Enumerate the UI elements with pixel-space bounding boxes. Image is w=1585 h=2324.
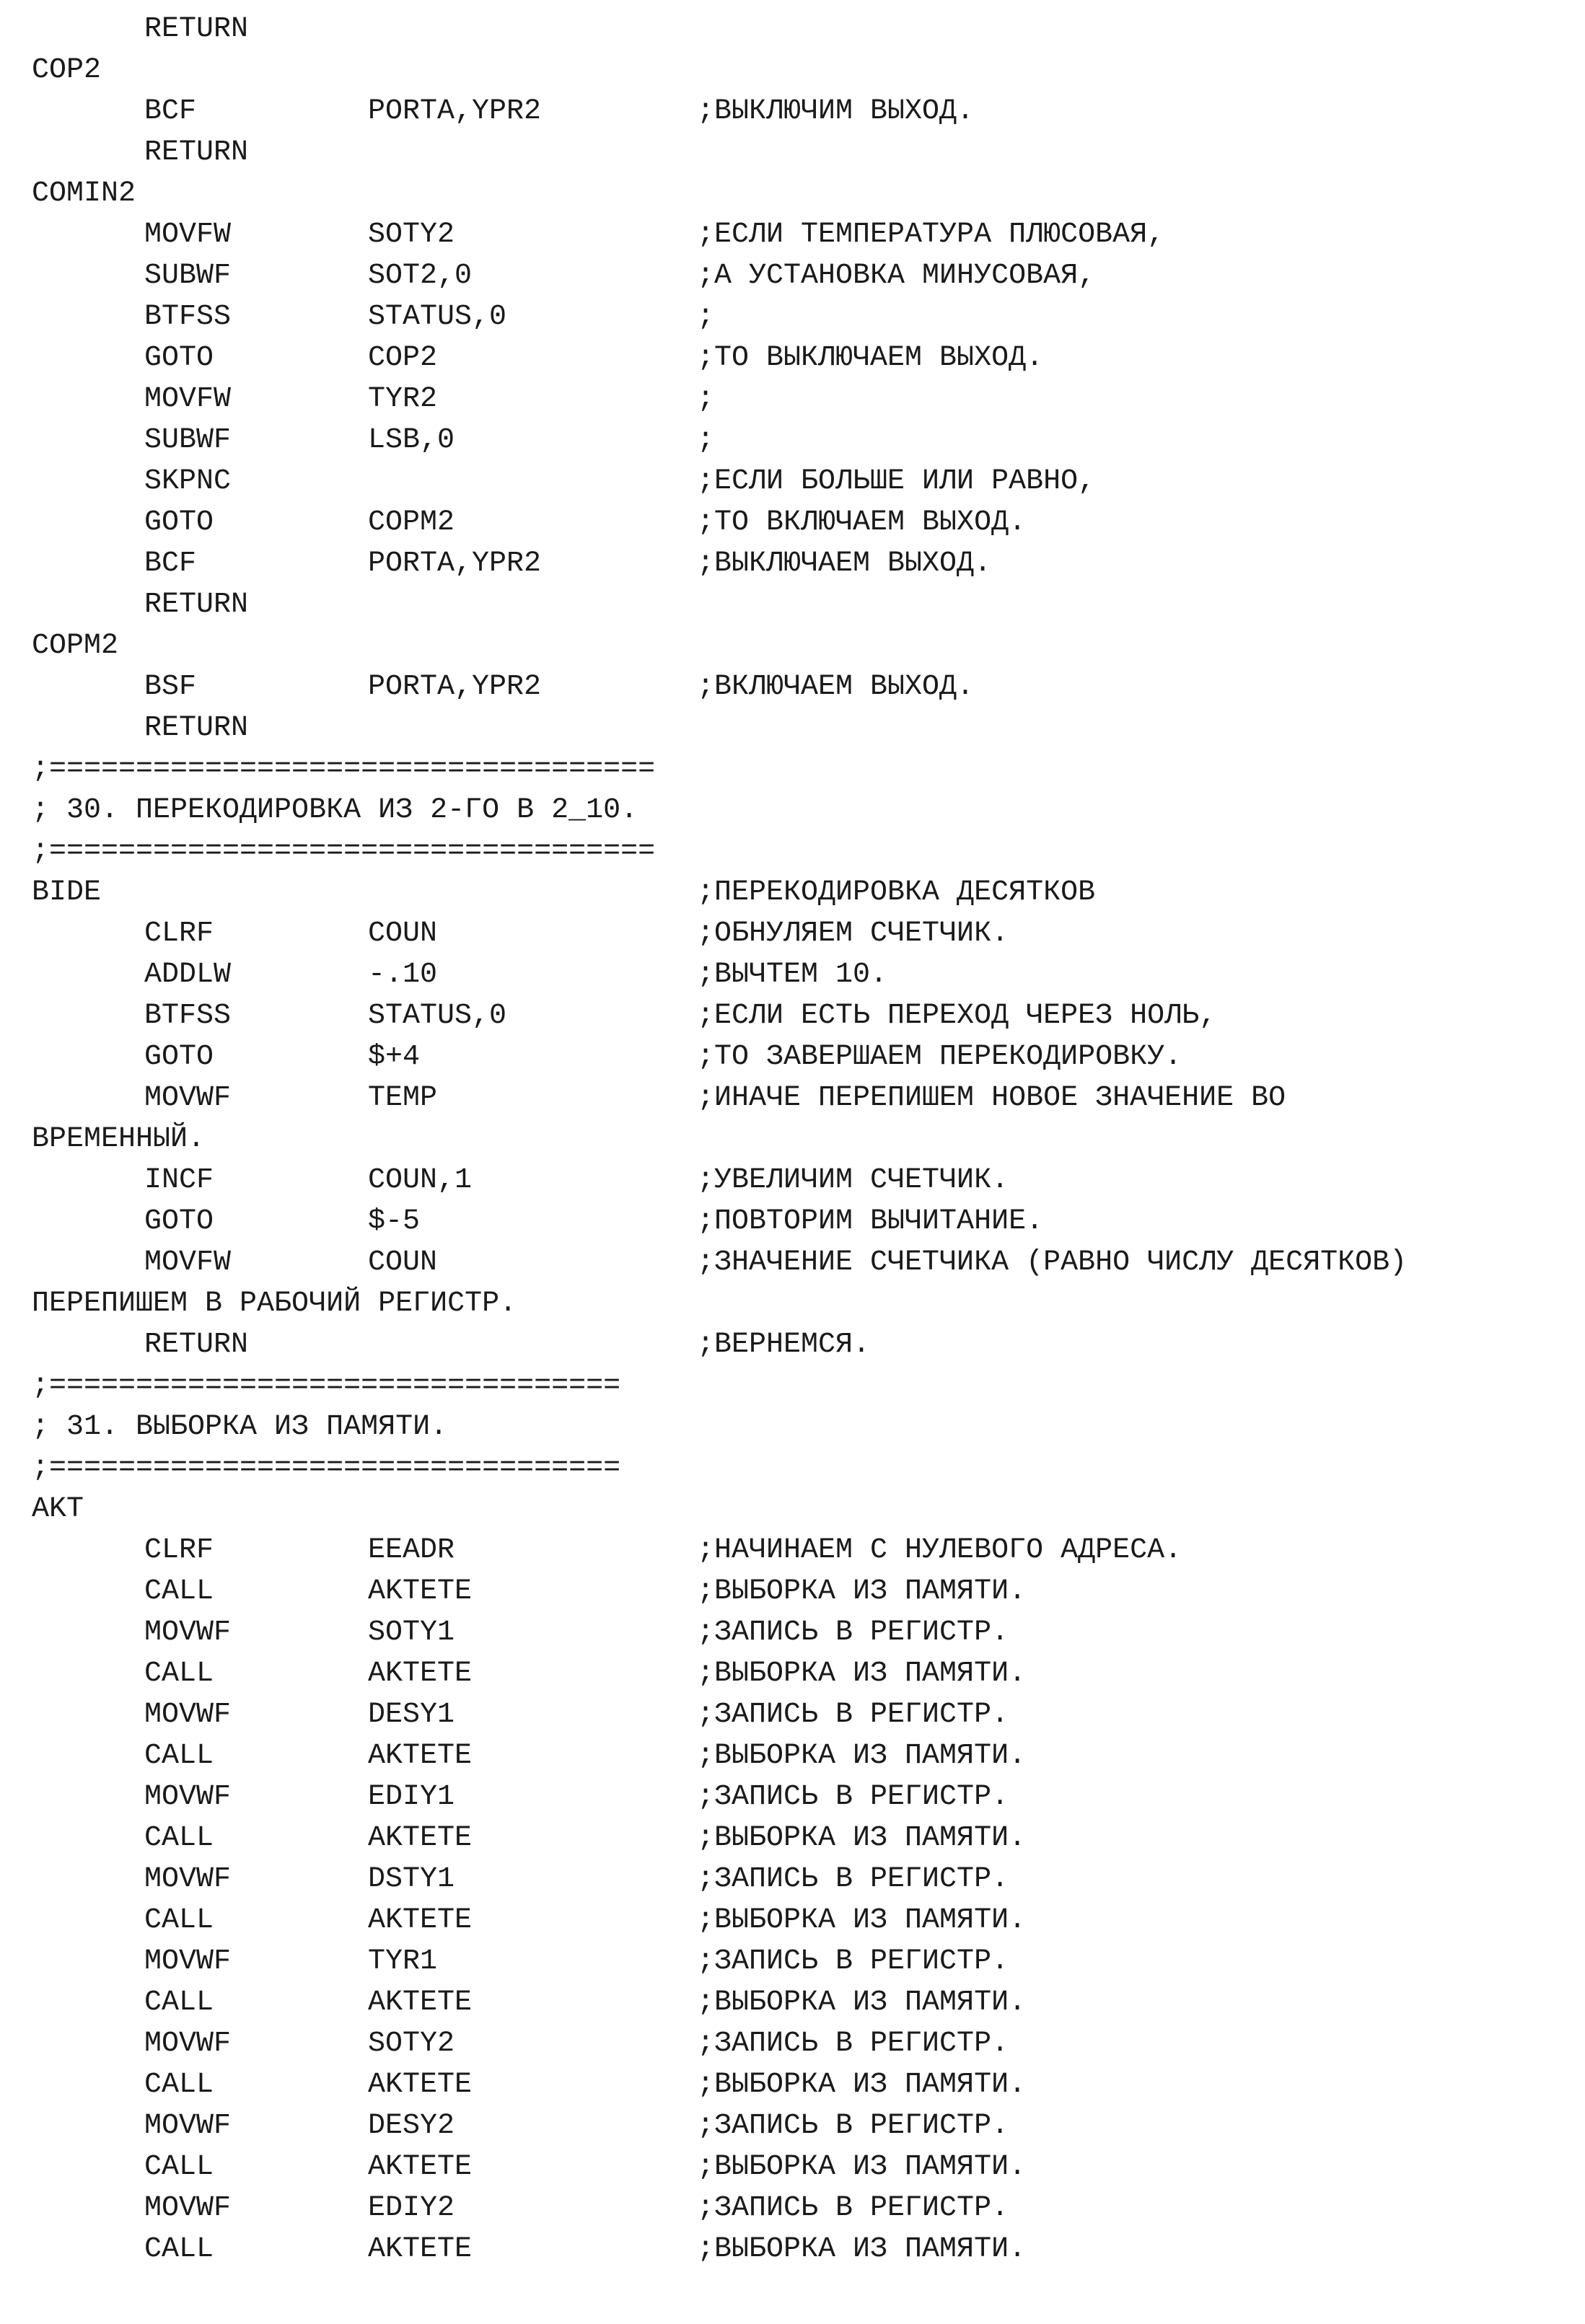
code-opcode: CALL <box>144 2233 214 2266</box>
code-opcode: MOVFW <box>144 383 232 415</box>
code-line <box>0 625 1585 666</box>
code-label: ;=================================== <box>32 753 656 785</box>
code-operand: TYR2 <box>368 383 438 415</box>
code-line <box>0 338 1585 379</box>
code-opcode: BSF <box>144 671 197 703</box>
code-line <box>0 2229 1585 2270</box>
code-line <box>0 255 1585 296</box>
code-comment: ;УВЕЛИЧИМ СЧЕТЧИК. <box>697 1164 1009 1197</box>
code-opcode: BCF <box>144 547 197 580</box>
code-operand: AKTETE <box>368 1986 473 2019</box>
code-opcode: CALL <box>144 1575 214 1608</box>
code-line <box>0 1612 1585 1653</box>
code-line <box>0 461 1585 502</box>
code-opcode: ADDLW <box>144 959 232 991</box>
code-line <box>0 1653 1585 1694</box>
code-opcode: CALL <box>144 1822 214 1854</box>
code-comment: ;ВЫБОРКА ИЗ ПАМЯТИ. <box>697 1740 1027 1772</box>
code-opcode: GOTO <box>144 506 214 539</box>
code-line <box>0 584 1585 625</box>
code-operand: STATUS,0 <box>368 1000 507 1032</box>
code-operand: PORTA,YPR2 <box>368 547 542 580</box>
code-label: ПЕРЕПИШЕМ В РАБОЧИЙ РЕГИСТР. <box>32 1288 517 1320</box>
code-comment: ; <box>697 424 715 457</box>
code-comment: ;ЗАПИСЬ В РЕГИСТР. <box>697 1945 1009 1978</box>
code-comment: ;ВЫБОРКА ИЗ ПАМЯТИ. <box>697 1986 1027 2019</box>
code-opcode: RETURN <box>144 1329 249 1361</box>
code-line <box>0 1036 1585 1078</box>
code-line <box>0 2105 1585 2147</box>
code-label: ВРЕМЕННЫЙ. <box>32 1123 206 1156</box>
code-operand: PORTA,YPR2 <box>368 95 542 128</box>
code-line <box>0 1489 1585 1530</box>
code-comment: ;ВЫКЛЮЧАЕМ ВЫХОД. <box>697 547 992 580</box>
code-operand: LSB,0 <box>368 424 455 457</box>
code-opcode: SUBWF <box>144 260 232 292</box>
code-label: AKT <box>32 1493 84 1526</box>
code-opcode: BTFSS <box>144 1000 232 1032</box>
code-label: ;================================= <box>32 1370 621 1402</box>
code-comment: ;ЗАПИСЬ В РЕГИСТР. <box>697 1781 1009 1813</box>
code-comment: ; <box>697 383 715 415</box>
code-label: ; 30. ПЕРЕКОДИРОВКА ИЗ 2-ГО В 2_10. <box>32 794 638 827</box>
code-line <box>0 995 1585 1036</box>
code-operand: AKTETE <box>368 1575 473 1608</box>
code-operand: SOT2,0 <box>368 260 473 292</box>
code-line <box>0 9 1585 50</box>
code-opcode: RETURN <box>144 136 249 169</box>
code-opcode: GOTO <box>144 342 214 374</box>
code-comment: ;ВЫБОРКА ИЗ ПАМЯТИ. <box>697 1904 1027 1937</box>
code-opcode: BCF <box>144 95 197 128</box>
code-opcode: CALL <box>144 1904 214 1937</box>
code-line <box>0 666 1585 708</box>
code-line <box>0 1859 1585 1900</box>
code-line <box>0 50 1585 91</box>
code-operand: EEADR <box>368 1534 455 1567</box>
code-comment: ;ВЫБОРКА ИЗ ПАМЯТИ. <box>697 1822 1027 1854</box>
code-line <box>0 1283 1585 1324</box>
code-label: COMIN2 <box>32 177 136 210</box>
code-line <box>0 1119 1585 1160</box>
code-label: ; 31. ВЫБОРКА ИЗ ПАМЯТИ. <box>32 1411 448 1443</box>
code-label: COP2 <box>32 54 102 87</box>
code-label: BIDE <box>32 876 102 909</box>
code-line <box>0 2188 1585 2229</box>
code-operand: AKTETE <box>368 1904 473 1937</box>
code-comment: ;ВЫЧТЕМ 10. <box>697 959 888 991</box>
code-comment: ;ЗАПИСЬ В РЕГИСТР. <box>697 1863 1009 1896</box>
code-comment: ;А УСТАНОВКА МИНУСОВАЯ, <box>697 260 1096 292</box>
code-opcode: INCF <box>144 1164 214 1197</box>
code-operand: DSTY1 <box>368 1863 455 1896</box>
code-comment: ;ТО ЗАВЕРШАЕМ ПЕРЕКОДИРОВКУ. <box>697 1041 1182 1073</box>
code-operand: COP2 <box>368 342 438 374</box>
code-operand: DESY1 <box>368 1699 455 1731</box>
code-operand: COUN,1 <box>368 1164 473 1197</box>
code-line <box>0 1818 1585 1859</box>
code-operand: AKTETE <box>368 2069 473 2101</box>
code-operand: EDIY1 <box>368 1781 455 1813</box>
code-comment: ;ИНАЧЕ ПЕРЕПИШЕМ НОВОЕ ЗНАЧЕНИЕ ВО <box>697 1082 1286 1114</box>
code-comment: ;НАЧИНАЕМ С НУЛЕВОГО АДРЕСА. <box>697 1534 1182 1567</box>
code-opcode: MOVWF <box>144 1082 232 1114</box>
code-line <box>0 1900 1585 1941</box>
code-comment: ; <box>697 301 715 333</box>
code-line <box>0 1201 1585 1242</box>
code-line <box>0 913 1585 954</box>
code-opcode: CALL <box>144 1986 214 2019</box>
code-opcode: MOVFW <box>144 1246 232 1279</box>
code-line <box>0 420 1585 461</box>
code-opcode: MOVFW <box>144 219 232 251</box>
code-comment: ;ПОВТОРИМ ВЫЧИТАНИЕ. <box>697 1205 1044 1238</box>
code-operand: AKTETE <box>368 2233 473 2266</box>
code-line <box>0 954 1585 995</box>
code-line <box>0 1530 1585 1571</box>
code-operand: SOTY2 <box>368 219 455 251</box>
code-comment: ;ЗАПИСЬ В РЕГИСТР. <box>697 2028 1009 2060</box>
code-line <box>0 1365 1585 1407</box>
code-line <box>0 502 1585 543</box>
code-line <box>0 1735 1585 1777</box>
code-opcode: RETURN <box>144 712 249 744</box>
code-comment: ;ЕСЛИ ТЕМПЕРАТУРА ПЛЮСОВАЯ, <box>697 219 1165 251</box>
code-line <box>0 296 1585 338</box>
code-comment: ;ТО ВКЛЮЧАЕМ ВЫХОД. <box>697 506 1027 539</box>
code-opcode: GOTO <box>144 1205 214 1238</box>
code-operand: AKTETE <box>368 2151 473 2183</box>
code-operand: COUN <box>368 1246 438 1279</box>
code-line <box>0 1448 1585 1489</box>
code-comment: ;ВКЛЮЧАЕМ ВЫХОД. <box>697 671 975 703</box>
code-operand: AKTETE <box>368 1740 473 1772</box>
code-line <box>0 2023 1585 2064</box>
code-line <box>0 831 1585 872</box>
code-comment: ;ВЫБОРКА ИЗ ПАМЯТИ. <box>697 2151 1027 2183</box>
code-operand: DESY2 <box>368 2110 455 2142</box>
code-line <box>0 1941 1585 1982</box>
code-operand: STATUS,0 <box>368 301 507 333</box>
code-opcode: CALL <box>144 2151 214 2183</box>
code-operand: $+4 <box>368 1041 421 1073</box>
code-line <box>0 1777 1585 1818</box>
code-line <box>0 1571 1585 1612</box>
code-line <box>0 173 1585 214</box>
code-comment: ;ВЫБОРКА ИЗ ПАМЯТИ. <box>697 1575 1027 1608</box>
code-opcode: MOVWF <box>144 2028 232 2060</box>
code-opcode: SKPNC <box>144 465 232 498</box>
code-opcode: RETURN <box>144 589 249 621</box>
code-operand: PORTA,YPR2 <box>368 671 542 703</box>
code-line <box>0 749 1585 790</box>
code-opcode: GOTO <box>144 1041 214 1073</box>
code-opcode: RETURN <box>144 13 249 45</box>
code-comment: ;ЗАПИСЬ В РЕГИСТР. <box>697 2192 1009 2224</box>
code-line <box>0 790 1585 831</box>
code-label: ;=================================== <box>32 835 656 868</box>
code-opcode: SUBWF <box>144 424 232 457</box>
code-opcode: BTFSS <box>144 301 232 333</box>
code-operand: -.10 <box>368 959 438 991</box>
code-operand: COPM2 <box>368 506 455 539</box>
code-opcode: MOVWF <box>144 2110 232 2142</box>
code-comment: ;ВЫБОРКА ИЗ ПАМЯТИ. <box>697 2069 1027 2101</box>
code-line <box>0 2147 1585 2188</box>
code-opcode: MOVWF <box>144 1781 232 1813</box>
code-label: ;================================= <box>32 1452 621 1484</box>
code-comment: ;ЗНАЧЕНИЕ СЧЕТЧИКА (РАВНО ЧИСЛУ ДЕСЯТКОВ) <box>697 1246 1408 1279</box>
code-opcode: CALL <box>144 1658 214 1690</box>
code-opcode: MOVWF <box>144 1616 232 1649</box>
code-comment: ;ЕСЛИ БОЛЬШЕ ИЛИ РАВНО, <box>697 465 1096 498</box>
code-comment: ;ТО ВЫКЛЮЧАЕМ ВЫХОД. <box>697 342 1044 374</box>
code-operand: COUN <box>368 917 438 950</box>
code-comment: ;ЗАПИСЬ В РЕГИСТР. <box>697 1616 1009 1649</box>
code-operand: AKTETE <box>368 1658 473 1690</box>
code-line <box>0 1694 1585 1735</box>
code-line <box>0 214 1585 255</box>
code-comment: ;ЕСЛИ ЕСТЬ ПЕРЕХОД ЧЕРЕЗ НОЛЬ, <box>697 1000 1217 1032</box>
code-operand: SOTY2 <box>368 2028 455 2060</box>
code-opcode: MOVWF <box>144 1945 232 1978</box>
code-opcode: MOVWF <box>144 2192 232 2224</box>
code-line <box>0 1407 1585 1448</box>
code-line <box>0 1324 1585 1365</box>
code-line <box>0 1160 1585 1201</box>
code-line <box>0 543 1585 584</box>
code-line <box>0 132 1585 173</box>
code-operand: SOTY1 <box>368 1616 455 1649</box>
code-line <box>0 379 1585 420</box>
code-line <box>0 2064 1585 2105</box>
code-operand: AKTETE <box>368 1822 473 1854</box>
code-opcode: CALL <box>144 1740 214 1772</box>
code-line <box>0 1982 1585 2023</box>
code-comment: ;ВЫБОРКА ИЗ ПАМЯТИ. <box>697 2233 1027 2266</box>
code-line <box>0 1078 1585 1119</box>
code-line <box>0 91 1585 132</box>
code-comment: ;ВЫБОРКА ИЗ ПАМЯТИ. <box>697 1658 1027 1690</box>
code-line <box>0 1242 1585 1283</box>
code-comment: ;ОБНУЛЯЕМ СЧЕТЧИК. <box>697 917 1009 950</box>
code-opcode: MOVWF <box>144 1699 232 1731</box>
code-opcode: CLRF <box>144 1534 214 1567</box>
code-comment: ;ПЕРЕКОДИРОВКА ДЕСЯТКОВ <box>697 876 1096 909</box>
code-line <box>0 708 1585 749</box>
code-operand: $-5 <box>368 1205 421 1238</box>
code-comment: ;ЗАПИСЬ В РЕГИСТР. <box>697 2110 1009 2142</box>
code-comment: ;ВЫКЛЮЧИМ ВЫХОД. <box>697 95 975 128</box>
code-opcode: CLRF <box>144 917 214 950</box>
code-opcode: MOVWF <box>144 1863 232 1896</box>
code-operand: TYR1 <box>368 1945 438 1978</box>
code-comment: ;ВЕРНЕМСЯ. <box>697 1329 871 1361</box>
code-label: COPM2 <box>32 630 119 662</box>
code-operand: TEMP <box>368 1082 438 1114</box>
code-comment: ;ЗАПИСЬ В РЕГИСТР. <box>697 1699 1009 1731</box>
code-line <box>0 872 1585 913</box>
code-operand: EDIY2 <box>368 2192 455 2224</box>
code-opcode: CALL <box>144 2069 214 2101</box>
